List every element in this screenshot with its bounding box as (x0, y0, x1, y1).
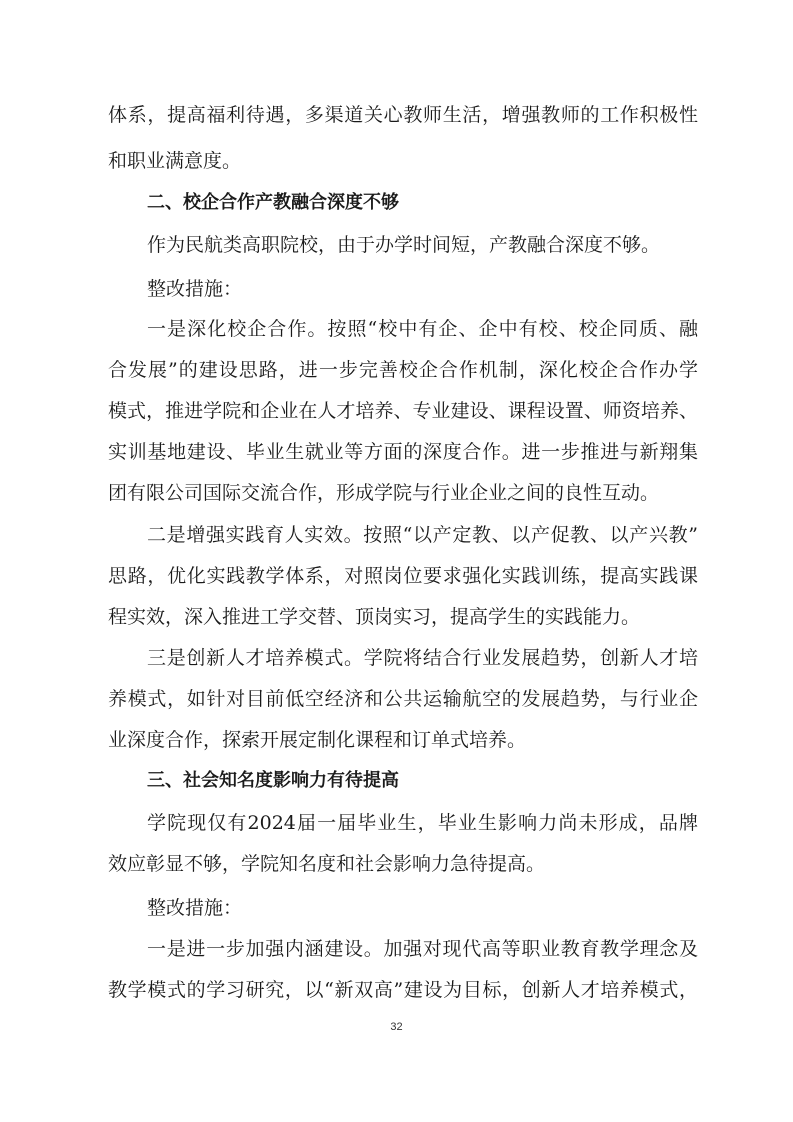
section-heading: 二、校企合作产教融合深度不够 (147, 192, 399, 213)
page-number: 32 (390, 1021, 403, 1033)
text-line: 整改措施： (147, 897, 243, 919)
text-line: 思路，优化实践教学体系，对照岗位要求强化实践训练，提高实践课 (108, 565, 698, 587)
text-line: 学院现仅有2024届一届毕业生，毕业生影响力尚未形成，品牌 (147, 812, 698, 834)
text-line: 一是进一步加强内涵建设。加强对现代高等职业教育教学理念及 (147, 938, 698, 960)
text-line: 程实效，深入推进工学交替、顶岗实习，提高学生的实践能力。 (108, 606, 641, 628)
text-line: 实训基地建设、毕业生就业等方面的深度合作。进一步推进与新翔集 (108, 441, 698, 463)
text-line: 一是深化校企合作。按照“校中有企、企中有校、校企同质、融 (147, 318, 698, 340)
text-line: 作为民航类高职院校，由于办学时间短，产教融合深度不够。 (147, 234, 661, 256)
text-line: 教学模式的学习研究，以“新双高”建设为目标，创新人才培养模式， (108, 979, 698, 1001)
text-line: 和职业满意度。 (108, 150, 242, 172)
text-line: 业深度合作，探索开展定制化课程和订单式培养。 (108, 729, 527, 751)
text-line: 三是创新人才培养模式。学院将结合行业发展趋势，创新人才培 (147, 647, 698, 669)
text-line: 效应彰显不够，学院知名度和社会影响力急待提高。 (108, 853, 546, 875)
text-line: 合发展”的建设思路，进一步完善校企合作机制，深化校企合作办学 (108, 359, 698, 381)
text-line: 二是增强实践育人实效。按照“以产定教、以产促教、以产兴教” (147, 524, 698, 546)
section-heading: 三、社会知名度影响力有待提高 (147, 770, 399, 791)
text-line: 模式，推进学院和企业在人才培养、专业建设、课程设置、师资培养、 (108, 400, 698, 422)
text-line: 整改措施： (147, 278, 243, 300)
text-line: 团有限公司国际交流合作，形成学院与行业企业之间的良性互动。 (108, 482, 660, 504)
text-line: 体系，提高福利待遇，多渠道关心教师生活，增强教师的工作积极性 (108, 104, 698, 126)
text-line: 养模式，如针对目前低空经济和公共运输航空的发展趋势，与行业企 (108, 688, 698, 710)
